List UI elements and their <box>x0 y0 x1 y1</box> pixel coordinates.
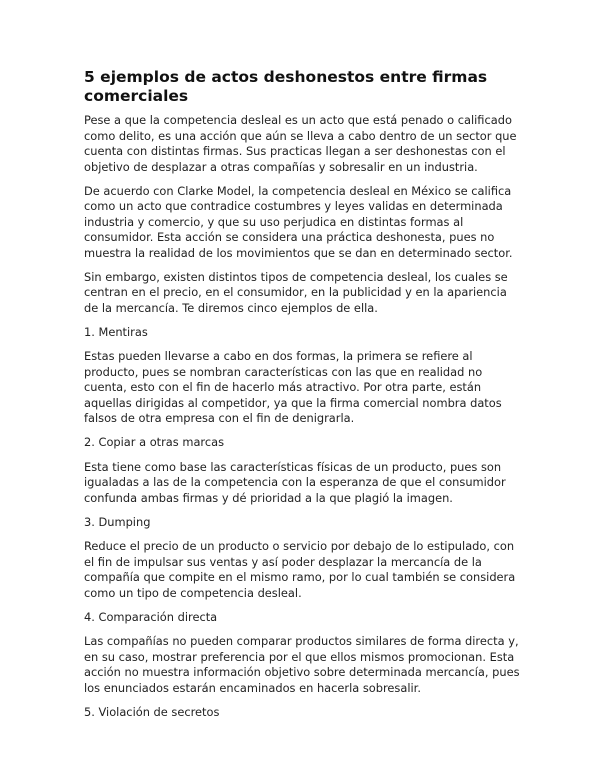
item-heading-3: 3. Dumping <box>84 514 151 529</box>
item-heading-2: 2. Copiar a otras marcas <box>84 435 225 449</box>
document-page <box>84 68 524 729</box>
intro-paragraph-2: De acuerdo con Clarke Model, la competencia desleal en México se califica como un acto que contradice costumbres y leyes validas en determinada industria y comercio, y que su uso perjudica en distintas formas al consumidor. Esta acción se considera una práctica deshonesta, pues no muestra la realidad de los movimientos que se dan en determinado sector. <box>84 183 513 260</box>
item-heading-4: 4. Comparación directa <box>84 609 218 624</box>
item-heading-5: 5. Violación de secretos <box>84 704 220 719</box>
item-text-4: Las compañías no pueden comparar productos similares de forma directa y, en su caso, mostrar preferencia por el que ellos mismos promocionan. Esta acción no muestra información objetivo sobre determinada mercancía, pues los enunciados estarán encaminados en hacerla sobresalir. <box>84 634 520 695</box>
item-text-1: Estas pueden llevarse a cabo en dos formas, la primera se refiere al producto, pues se nombran características con las que en realidad no cuenta, esto con el fin de hacerlo más atractivo. Por otra parte, están aquellas dirigidas al competidor, ya que la firma comercial nombra datos falsos de otra empresa con el fin de denigrarla. <box>84 349 502 425</box>
item-text-2: Esta tiene como base las características físicas de un producto, pues son igualadas a las de la competencia con la esperanza de que el consumidor confunda ambas firmas y dé prioridad a la que plagió la imagen. <box>84 459 506 505</box>
intro-paragraph-3: Sin embargo, existen distintos tipos de competencia desleal, los cuales se centran en el precio, en el consumidor, en la publicidad y en la apariencia de la mercancía. Te diremos cinco ejemplos de ella. <box>84 269 508 315</box>
intro-paragraph-1: Pese a que la competencia desleal es un acto que está penado o calificado como delito, es una acción que aún se lleva a cabo dentro de un sector que cuenta con distintas firmas. Sus practicas llegan a ser deshonestas con el objetivo de desplazar a otras compañías y sobresalir en un industria. <box>84 113 517 174</box>
item-heading-1: 1. Mentiras <box>84 324 148 339</box>
item-text-3: Reduce el precio de un producto o servicio por debajo de lo estipulado, con el fin de impulsar sus ventas y así poder desplazar la mercancía de la compañía que compite en el mismo ramo, por lo cual también se considera como un tipo de competencia desleal. <box>84 539 516 600</box>
document-title: 5 ejemplos de actos deshonestos entre firmas comerciales <box>84 68 488 105</box>
